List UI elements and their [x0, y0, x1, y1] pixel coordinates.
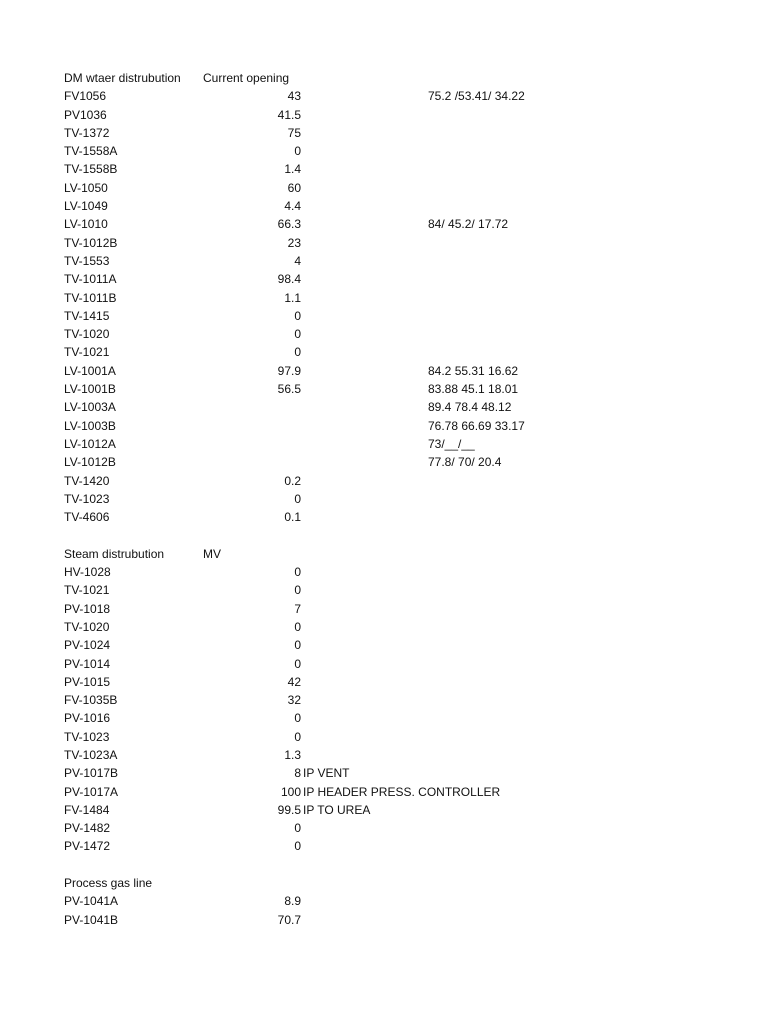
opening-value: 70.7 — [277, 912, 301, 927]
table-row — [0, 837, 768, 855]
table-row — [0, 746, 768, 764]
valve-tag: PV-1041A — [64, 894, 119, 909]
valve-tag: TV-1372 — [64, 125, 110, 140]
opening-value: 1.1 — [284, 290, 301, 305]
opening-value: 66.3 — [277, 217, 301, 232]
table-row — [0, 472, 768, 490]
valve-tag: PV-1024 — [64, 638, 111, 653]
opening-value: 0 — [294, 308, 301, 323]
opening-value: 98.4 — [277, 272, 301, 287]
opening-value: 1.3 — [284, 747, 301, 762]
opening-value: 0 — [294, 345, 301, 360]
opening-value: 0 — [294, 491, 301, 506]
table-row — [0, 691, 768, 709]
valve-tag: PV-1482 — [64, 821, 111, 836]
valve-tag: LV-1003B — [64, 418, 116, 433]
opening-value: 4.4 — [284, 199, 301, 214]
valve-tag: TV-1023 — [64, 491, 110, 506]
opening-value: 0 — [294, 729, 301, 744]
valve-tag: TV-1558B — [64, 162, 118, 177]
table-row — [0, 801, 768, 819]
table-row — [0, 490, 768, 508]
opening-value: 0 — [294, 327, 301, 342]
table-row — [0, 124, 768, 142]
valve-note: IP TO UREA — [303, 802, 371, 817]
table-row — [0, 197, 768, 215]
table-row — [0, 435, 768, 453]
table-row — [0, 307, 768, 325]
spreadsheet — [0, 69, 768, 929]
table-row — [0, 234, 768, 252]
valve-tag: FV-1035B — [64, 693, 118, 708]
column-header: MV — [203, 546, 221, 561]
valve-tag: TV-1553 — [64, 253, 110, 268]
valve-tag: TV-1021 — [64, 345, 110, 360]
valve-tag: FV1056 — [64, 89, 107, 104]
table-row — [0, 655, 768, 673]
valve-tag: PV1036 — [64, 107, 107, 122]
table-row — [0, 380, 768, 398]
valve-tag: TV-1415 — [64, 308, 110, 323]
opening-value: 4 — [294, 253, 301, 268]
extra-readings: 77.8/ 70/ 20.4 — [428, 455, 502, 470]
valve-tag: LV-1049 — [64, 199, 108, 214]
opening-value: 0 — [294, 565, 301, 580]
section-title: DM wtaer distrubution — [64, 71, 181, 85]
table-row — [0, 618, 768, 636]
valve-tag: PV-1016 — [64, 711, 111, 726]
opening-value: 0 — [294, 711, 301, 726]
opening-value: 0 — [294, 583, 301, 598]
extra-readings: 73/__/__ — [428, 436, 475, 451]
valve-tag: PV-1014 — [64, 656, 111, 671]
valve-tag: TV-1420 — [64, 473, 110, 488]
opening-value: 23 — [287, 235, 301, 250]
table-row — [0, 581, 768, 599]
section-header-row — [0, 874, 768, 892]
opening-value: 0 — [294, 821, 301, 836]
opening-value: 8.9 — [284, 894, 301, 909]
valve-tag: LV-1003A — [64, 400, 116, 415]
valve-tag: LV-1001A — [64, 363, 116, 378]
blank-row — [0, 856, 768, 874]
table-row — [0, 764, 768, 782]
opening-value: 100 — [280, 784, 301, 799]
table-row — [0, 819, 768, 837]
table-row — [0, 398, 768, 416]
valve-tag: TV-1011A — [64, 272, 117, 287]
table-row — [0, 106, 768, 124]
valve-tag: PV-1041B — [64, 912, 119, 927]
table-row — [0, 508, 768, 526]
table-row — [0, 160, 768, 178]
valve-tag: PV-1017B — [64, 766, 119, 781]
valve-tag: TV-1012B — [64, 235, 118, 250]
valve-tag: TV-1023A — [64, 747, 118, 762]
column-header: Current opening — [203, 71, 290, 85]
table-row — [0, 636, 768, 654]
opening-value: 0 — [294, 144, 301, 159]
opening-value: 0 — [294, 656, 301, 671]
opening-value: 0 — [294, 619, 301, 634]
valve-note: IP HEADER PRESS. CONTROLLER — [303, 784, 501, 799]
opening-value: 0 — [294, 638, 301, 653]
opening-value: 43 — [287, 89, 301, 104]
opening-value: 7 — [294, 601, 301, 616]
valve-tag: FV-1484 — [64, 802, 110, 817]
table-row — [0, 87, 768, 105]
valve-tag: PV-1017A — [64, 784, 119, 799]
table-row — [0, 325, 768, 343]
table-row — [0, 783, 768, 801]
table-row — [0, 142, 768, 160]
table-row — [0, 252, 768, 270]
section-header-row — [0, 545, 768, 563]
valve-tag: TV-1011B — [64, 290, 117, 305]
table-row — [0, 728, 768, 746]
opening-value: 0 — [294, 839, 301, 854]
valve-tag: TV-4606 — [64, 510, 110, 525]
opening-value: 32 — [287, 693, 301, 708]
valve-tag: HV-1028 — [64, 565, 111, 580]
table-row — [0, 270, 768, 288]
table-row — [0, 362, 768, 380]
valve-tag: TV-1021 — [64, 583, 110, 598]
table-row — [0, 179, 768, 197]
opening-value: 97.9 — [277, 363, 301, 378]
section-header-row — [0, 69, 768, 87]
table-row — [0, 343, 768, 361]
valve-tag: LV-1010 — [64, 217, 108, 232]
table-row — [0, 709, 768, 727]
valve-tag: LV-1050 — [64, 180, 108, 195]
valve-tag: TV-1023 — [64, 729, 110, 744]
table-row — [0, 563, 768, 581]
valve-tag: TV-1558A — [64, 144, 118, 159]
table-row — [0, 289, 768, 307]
extra-readings: 84/ 45.2/ 17.72 — [428, 217, 509, 232]
valve-tag: PV-1018 — [64, 601, 111, 616]
extra-readings: 75.2 /53.41/ 34.22 — [428, 89, 525, 104]
opening-value: 75 — [287, 125, 301, 140]
extra-readings: 83.88 45.1 18.01 — [428, 382, 519, 397]
extra-readings: 84.2 55.31 16.62 — [428, 363, 519, 378]
valve-tag: TV-1020 — [64, 327, 110, 342]
opening-value: 0.1 — [284, 510, 301, 525]
valve-tag: LV-1012B — [64, 455, 116, 470]
section-title: Process gas line — [64, 876, 153, 891]
table-row — [0, 215, 768, 233]
table-row — [0, 673, 768, 691]
opening-value: 99.5 — [277, 802, 301, 817]
opening-value: 42 — [287, 674, 301, 689]
valve-tag: PV-1472 — [64, 839, 111, 854]
opening-value: 41.5 — [277, 107, 301, 122]
valve-tag: LV-1012A — [64, 436, 116, 451]
blank-row — [0, 526, 768, 544]
valve-tag: LV-1001B — [64, 382, 116, 397]
table-row — [0, 417, 768, 435]
table-row — [0, 453, 768, 471]
opening-value: 0.2 — [284, 473, 301, 488]
valve-tag: PV-1015 — [64, 674, 111, 689]
valve-note: IP VENT — [303, 766, 350, 781]
table-row — [0, 600, 768, 618]
extra-readings: 89.4 78.4 48.12 — [428, 400, 512, 415]
valve-tag: TV-1020 — [64, 619, 110, 634]
section-title: Steam distrubution — [64, 546, 165, 561]
opening-value: 8 — [294, 766, 301, 781]
table-row — [0, 911, 768, 929]
extra-readings: 76.78 66.69 33.17 — [428, 418, 525, 433]
table-row — [0, 892, 768, 910]
opening-value: 60 — [287, 180, 301, 195]
opening-value: 56.5 — [277, 382, 301, 397]
opening-value: 1.4 — [284, 162, 301, 177]
